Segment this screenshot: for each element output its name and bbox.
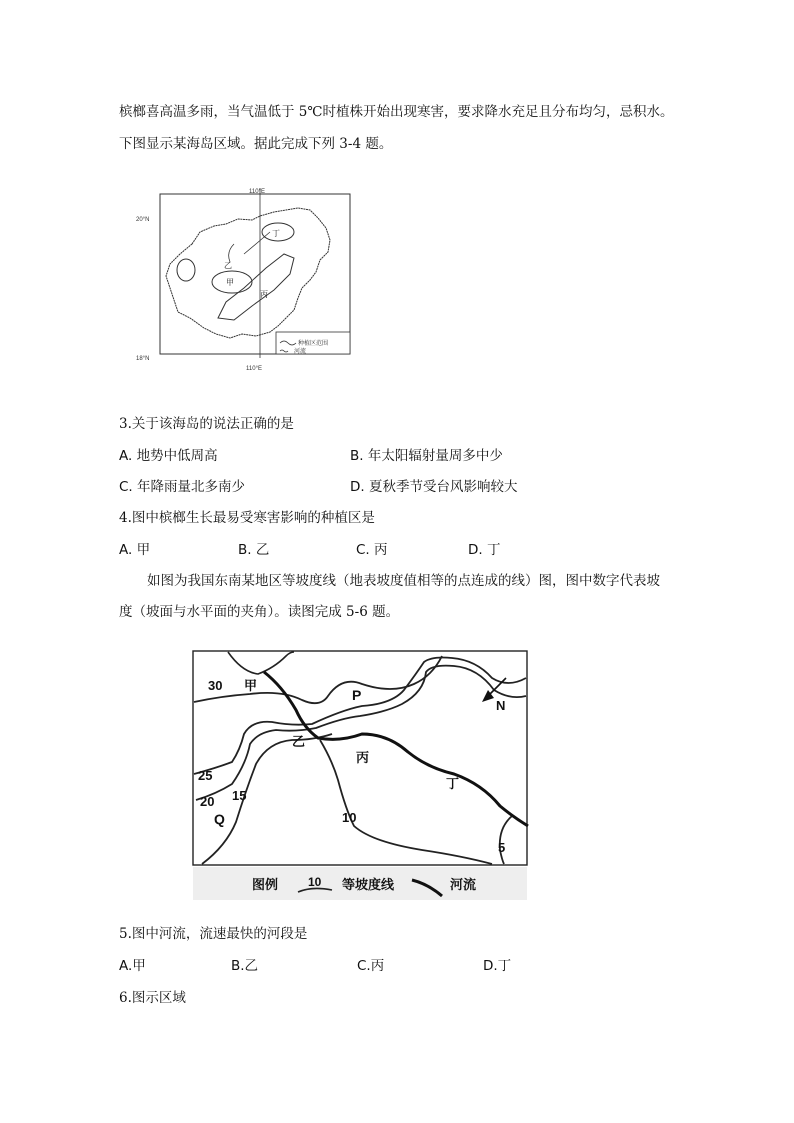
label-30: 30	[208, 678, 223, 693]
intro-line-1: 槟榔喜高温多雨，当气温低于 5℃时植株开始出现寒害，要求降水充足且分布均匀，忌积水。	[119, 104, 674, 120]
lon-top-label: 110°E	[249, 189, 265, 195]
legend-river-label: 河流	[450, 877, 477, 892]
intro-line-2: 下图显示某海岛区域。据此完成下列 3-4 题。	[119, 136, 393, 152]
label-bing: 丙	[260, 290, 268, 299]
slope-contour-map	[192, 650, 530, 902]
label-20: 20	[200, 794, 215, 809]
island-outline	[166, 208, 330, 338]
q3-stem: 3.关于该海岛的说法正确的是	[119, 416, 294, 432]
island-map	[134, 186, 358, 376]
legend-planting-label: 种植区范围	[298, 341, 329, 347]
q3-option-d[interactable]: D. 夏秋季节受台风影响较大	[350, 479, 518, 495]
label-q: Q	[214, 811, 225, 827]
q6-stem: 6.图示区域	[119, 990, 186, 1006]
q5-option-a[interactable]: A.甲	[119, 958, 146, 974]
q5-option-b[interactable]: B.乙	[231, 958, 259, 974]
intro2-line-1: 如图为我国东南某地区等坡度线（地表坡度值相等的点连成的线）图，图中数字代表坡	[147, 573, 660, 589]
label-p: P	[352, 687, 362, 703]
label-ding: 丁	[446, 776, 460, 791]
legend-contour-label: 等坡度线	[342, 877, 395, 892]
q4-option-a[interactable]: A. 甲	[119, 542, 151, 558]
legend-title: 图例	[252, 877, 279, 892]
lat-top-label: 20°N	[136, 217, 150, 223]
label-north: N	[496, 698, 506, 713]
intro2-line-2: 度（坡面与水平面的夹角）。读图完成 5-6 题。	[119, 604, 400, 620]
label-25: 25	[198, 768, 213, 783]
label-jia: 甲	[226, 278, 234, 287]
q5-stem: 5.图中河流，流速最快的河段是	[119, 926, 308, 942]
label-5: 5	[498, 840, 506, 855]
q3-option-a[interactable]: A. 地势中低周高	[119, 448, 218, 464]
river-2	[229, 244, 234, 262]
river-1	[244, 232, 270, 254]
q4-option-d[interactable]: D. 丁	[468, 542, 501, 558]
q5-option-c[interactable]: C.丙	[357, 958, 385, 974]
planting-area-yi	[177, 259, 195, 281]
label-15: 15	[232, 788, 247, 803]
q3-option-b[interactable]: B. 年太阳辐射量周多中少	[350, 448, 503, 464]
legend-river-label: 河流	[294, 349, 307, 355]
label-10: 10	[342, 810, 357, 825]
q4-stem: 4.图中槟榔生长最易受寒害影响的种植区是	[119, 510, 375, 526]
q4-option-c[interactable]: C. 丙	[356, 542, 388, 558]
label-yi: 乙	[292, 734, 306, 749]
lon-bottom-label: 110°E	[246, 366, 262, 372]
label-bing: 丙	[356, 750, 370, 765]
label-ding: 丁	[272, 229, 280, 238]
lat-bottom-label: 18°N	[136, 356, 150, 362]
legend-sample-value: 10	[308, 875, 322, 889]
label-yi: 乙	[224, 261, 232, 270]
q4-option-b[interactable]: B. 乙	[238, 542, 270, 558]
q5-option-d[interactable]: D.丁	[483, 958, 512, 974]
label-jia: 甲	[244, 678, 258, 693]
q3-option-c[interactable]: C. 年降雨量北多南少	[119, 479, 246, 495]
